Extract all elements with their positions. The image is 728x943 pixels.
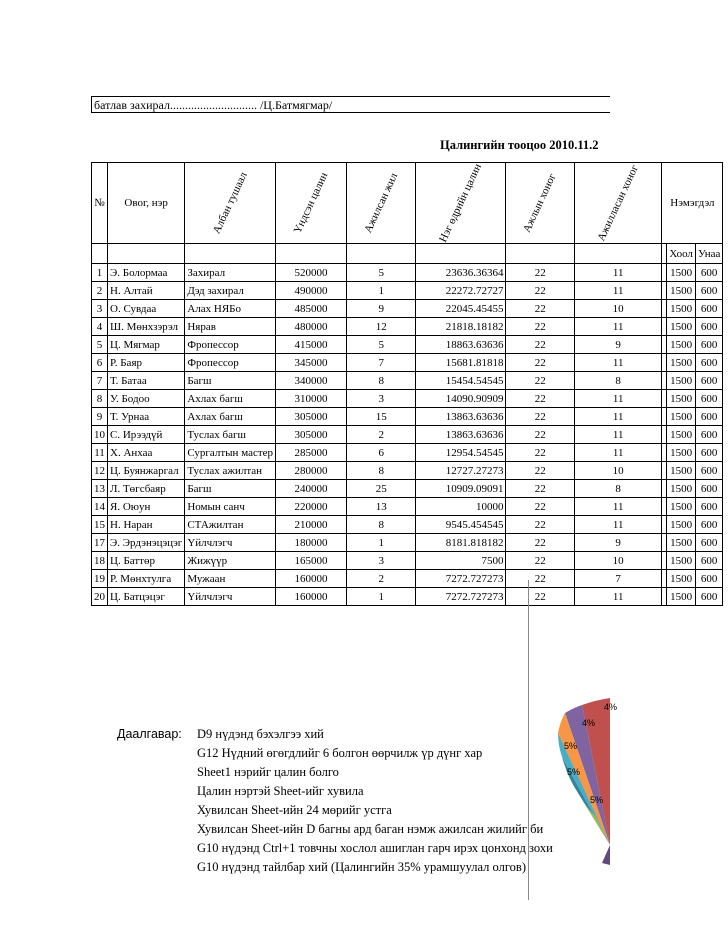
task-list [197,725,717,877]
cell-name[interactable]: Ц. Буянжаргал [108,462,185,480]
cell-position[interactable]: Багш [185,372,276,390]
cell-name[interactable]: Ц. Батцэцэг [108,588,185,606]
cell-years[interactable]: 2 [346,570,415,588]
cell-transport[interactable]: 600 [695,462,722,480]
cell-base[interactable]: 415000 [276,336,347,354]
cell-daily[interactable]: 22045.45455 [416,300,506,318]
tasks-label: Даалгавар: [117,727,182,741]
task-item: G10 нүдэнд тайлбар хий (Цалингийн 35% урамшуулал олгов) [197,860,526,874]
cell-worked[interactable]: 10 [575,462,662,480]
cell-no[interactable]: 13 [92,480,108,498]
cell-worked[interactable]: 11 [575,498,662,516]
table-row[interactable] [92,354,723,372]
cell-worked[interactable]: 11 [575,354,662,372]
cell-transport[interactable]: 600 [695,300,722,318]
sheet-title: Цалингийн тооцоо 2010.11.2 [440,138,599,152]
header-name[interactable]: Овог, нэр [108,163,185,244]
cell-worked[interactable]: 8 [575,480,662,498]
cell-work[interactable]: 22 [506,516,575,534]
cell-transport[interactable]: 600 [695,498,722,516]
cell-position[interactable]: СТАжилтан [185,516,276,534]
cell-base[interactable]: 240000 [276,480,347,498]
task-item: G12 Нүдний өгөгдлийг 6 болгон өөрчилж үр дүнг хар [197,746,483,760]
cell-daily[interactable]: 13863.63636 [416,408,506,426]
cell-no[interactable]: 18 [92,552,108,570]
cell-no[interactable]: 14 [92,498,108,516]
cell-base[interactable]: 480000 [276,318,347,336]
cell-food[interactable]: 1500 [667,318,696,336]
cell-food[interactable]: 1500 [667,462,696,480]
cell-years[interactable]: 7 [346,354,415,372]
cell-food[interactable]: 1500 [667,372,696,390]
cell-transport[interactable]: 600 [695,444,722,462]
cell-no[interactable]: 11 [92,444,108,462]
cell-no[interactable]: 4 [92,318,108,336]
header-subrow-cell [92,244,108,264]
task-item: Хувилсан Sheet-ийн 24 мөрийг устга [197,803,392,817]
cell-base[interactable]: 520000 [276,264,347,282]
table-row[interactable] [92,534,723,552]
cell-base[interactable]: 285000 [276,444,347,462]
cell-transport[interactable]: 600 [695,426,722,444]
cell-worked[interactable]: 11 [575,282,662,300]
cell-base[interactable]: 210000 [276,516,347,534]
cell-name[interactable]: Ш. Мөнхзэрэл [108,318,185,336]
cell-transport[interactable]: 600 [695,480,722,498]
cell-years[interactable]: 25 [346,480,415,498]
cell-transport[interactable]: 600 [695,570,722,588]
table-row[interactable] [92,462,723,480]
header-subrow-cell [276,244,347,264]
cell-daily[interactable]: 18863.63636 [416,336,506,354]
header-position[interactable] [185,163,276,244]
header-transport[interactable]: Унаа [695,244,722,264]
cell-food[interactable]: 1500 [667,552,696,570]
cell-work[interactable]: 22 [506,336,575,354]
cell-work[interactable]: 22 [506,480,575,498]
cell-daily[interactable]: 10909.09091 [416,480,506,498]
cell-work[interactable]: 22 [506,264,575,282]
header-work-days[interactable] [506,163,575,244]
table-row[interactable] [92,318,723,336]
cell-transport[interactable]: 600 [695,336,722,354]
cell-name[interactable]: Э. Болормаа [108,264,185,282]
cell-transport[interactable]: 600 [695,534,722,552]
cell-position[interactable]: Туслах багш [185,426,276,444]
cell-name[interactable]: Х. Анхаа [108,444,185,462]
cell-no[interactable]: 8 [92,390,108,408]
task-item: Хувилсан Sheet-ийн D багны ард баган нэмж ажилсан жилийг би [197,822,544,836]
cell-daily[interactable]: 23636.36364 [416,264,506,282]
header-daily-salary[interactable] [416,163,506,244]
cell-years[interactable]: 3 [346,390,415,408]
cell-position[interactable]: Фропессор [185,336,276,354]
cell-position[interactable]: Нярав [185,318,276,336]
cell-daily[interactable]: 7272.727273 [416,588,506,606]
cell-worked[interactable]: 11 [575,426,662,444]
cell-work[interactable]: 22 [506,462,575,480]
cell-food[interactable]: 1500 [667,336,696,354]
header-subrow-cell [185,244,276,264]
cell-no[interactable]: 1 [92,264,108,282]
cell-work[interactable]: 22 [506,318,575,336]
cell-years[interactable]: 8 [346,462,415,480]
table-body [92,264,723,606]
cell-daily[interactable]: 8181.818182 [416,534,506,552]
table-row[interactable] [92,390,723,408]
task-item: D9 нүдэнд бэхэлгээ хий [197,727,324,741]
cell-food[interactable]: 1500 [667,534,696,552]
cell-years[interactable]: 1 [346,588,415,606]
cell-no[interactable]: 7 [92,372,108,390]
cell-name[interactable]: Л. Төгсбаяр [108,480,185,498]
cell-transport[interactable]: 600 [695,390,722,408]
cell-food[interactable]: 1500 [667,282,696,300]
header-subrow-cell [108,244,185,264]
cell-daily[interactable]: 15454.54545 [416,372,506,390]
header-no[interactable]: № [92,163,108,244]
cell-years[interactable]: 1 [346,282,415,300]
cell-base[interactable]: 305000 [276,408,347,426]
table-row[interactable] [92,408,723,426]
cell-base[interactable]: 160000 [276,588,347,606]
cell-position[interactable]: Жижүүр [185,552,276,570]
cell-food[interactable]: 1500 [667,264,696,282]
pie-label-4: 5% [567,767,581,777]
header-food[interactable]: Хоол [667,244,696,264]
cell-no[interactable]: 12 [92,462,108,480]
header-work-days-label: Ажлын хоног [521,171,560,235]
cell-transport[interactable]: 600 [695,588,722,606]
task-item: G10 нүдэнд Ctrl+1 товчны хослол ашиглан гарч ирэх цонхонд зохи [197,841,553,855]
cell-work[interactable]: 22 [506,390,575,408]
cell-work[interactable]: 22 [506,444,575,462]
cell-position[interactable]: Үйлчлэгч [185,588,276,606]
cell-worked[interactable]: 11 [575,516,662,534]
cell-position[interactable]: Багш [185,480,276,498]
cell-years[interactable]: 5 [346,264,415,282]
cell-name[interactable]: Н. Алтай [108,282,185,300]
cell-base[interactable]: 345000 [276,354,347,372]
table-row[interactable] [92,516,723,534]
cell-daily[interactable]: 7272.727273 [416,570,506,588]
cell-work[interactable]: 22 [506,498,575,516]
cell-food[interactable]: 1500 [667,426,696,444]
cell-name[interactable]: Н. Наран [108,516,185,534]
cell-worked[interactable]: 8 [575,372,662,390]
cell-no[interactable]: 9 [92,408,108,426]
cell-work[interactable]: 22 [506,588,575,606]
cell-work[interactable]: 22 [506,408,575,426]
cell-years[interactable]: 12 [346,318,415,336]
cell-worked[interactable]: 11 [575,444,662,462]
table-row[interactable] [92,552,723,570]
header-worked-days[interactable] [575,163,662,244]
header-base-salary-label: Үндсэн цалин [291,170,331,236]
cell-daily[interactable]: 12727.27273 [416,462,506,480]
cell-years[interactable]: 2 [346,426,415,444]
cell-years[interactable]: 9 [346,300,415,318]
cell-position[interactable]: Номын санч [185,498,276,516]
cell-work[interactable]: 22 [506,372,575,390]
cell-food[interactable]: 1500 [667,390,696,408]
cell-base[interactable]: 160000 [276,570,347,588]
cell-position[interactable]: Үйлчлэгч [185,534,276,552]
cell-daily[interactable]: 12954.54545 [416,444,506,462]
cell-name[interactable]: О. Сувдаа [108,300,185,318]
approval-line: батлав захирал............................. /Ц.Батмягмар/ [91,96,610,113]
cell-position[interactable]: Ахлах багш [185,390,276,408]
cell-food[interactable]: 1500 [667,498,696,516]
pie-label-2: 4% [582,718,596,728]
pie-label-1: 4% [604,702,618,712]
cell-no[interactable]: 15 [92,516,108,534]
header-worked-days-label: Ажилласан хоног [595,163,642,243]
header-years-label: Ажилсан жил [362,171,401,235]
cell-worked[interactable]: 11 [575,390,662,408]
cell-food[interactable]: 1500 [667,570,696,588]
table-row[interactable] [92,264,723,282]
cell-transport[interactable]: 600 [695,552,722,570]
cell-no[interactable]: 2 [92,282,108,300]
cell-years[interactable]: 3 [346,552,415,570]
cell-worked[interactable]: 10 [575,300,662,318]
cell-position[interactable]: Захирал [185,264,276,282]
table-row[interactable] [92,282,723,300]
cell-no[interactable]: 17 [92,534,108,552]
cell-food[interactable]: 1500 [667,300,696,318]
cell-worked[interactable]: 9 [575,534,662,552]
pie-label-5: 5% [590,795,604,805]
cell-transport[interactable]: 600 [695,264,722,282]
cell-daily[interactable]: 22272.72727 [416,282,506,300]
cell-transport[interactable]: 600 [695,354,722,372]
salary-table-region [91,161,721,603]
cell-no[interactable]: 10 [92,426,108,444]
cell-work[interactable]: 22 [506,534,575,552]
cell-years[interactable]: 8 [346,372,415,390]
cell-work[interactable]: 22 [506,570,575,588]
cell-name[interactable]: Э. Эрдэнэцэцэг [108,534,185,552]
table-row[interactable] [92,336,723,354]
header-daily-salary-label: Нэг өдрийн цалин [437,161,485,245]
cell-no[interactable]: 19 [92,570,108,588]
cell-worked[interactable]: 7 [575,570,662,588]
cell-years[interactable]: 1 [346,534,415,552]
cell-transport[interactable]: 600 [695,408,722,426]
header-subrow-cell [346,244,415,264]
cell-name[interactable]: Ц. Баттөр [108,552,185,570]
table-row[interactable] [92,372,723,390]
cell-daily[interactable]: 14090.90909 [416,390,506,408]
cell-work[interactable]: 22 [506,282,575,300]
table-row[interactable] [92,300,723,318]
cell-daily[interactable]: 13863.63636 [416,426,506,444]
table-row[interactable] [92,444,723,462]
cell-name[interactable]: Я. Оюун [108,498,185,516]
cell-worked[interactable]: 11 [575,408,662,426]
cell-base[interactable]: 180000 [276,534,347,552]
cell-years[interactable]: 15 [346,408,415,426]
header-extra[interactable]: Нэмэгдэл [662,163,723,244]
table-row[interactable] [92,498,723,516]
cell-food[interactable]: 1500 [667,444,696,462]
cell-years[interactable]: 13 [346,498,415,516]
cell-no[interactable]: 3 [92,300,108,318]
cell-transport[interactable]: 600 [695,318,722,336]
cell-daily[interactable]: 21818.18182 [416,318,506,336]
header-subrow-cell [506,244,575,264]
cell-base[interactable]: 340000 [276,372,347,390]
cell-worked[interactable]: 9 [575,336,662,354]
cell-food[interactable]: 1500 [667,516,696,534]
pie-label-3: 5% [564,741,578,751]
cell-name[interactable]: Р. Мөнхтулга [108,570,185,588]
cell-transport[interactable]: 600 [695,516,722,534]
header-years[interactable] [346,163,415,244]
cell-position[interactable]: Алах НЯБо [185,300,276,318]
cell-position[interactable]: Сургалтын мастер [185,444,276,462]
table-row[interactable] [92,588,723,606]
cell-worked[interactable]: 11 [575,588,662,606]
header-subrow-cell [416,244,506,264]
cell-years[interactable]: 6 [346,444,415,462]
cell-transport[interactable]: 600 [695,372,722,390]
cell-worked[interactable]: 11 [575,264,662,282]
cell-food[interactable]: 1500 [667,354,696,372]
cell-name[interactable]: Ц. Мягмар [108,336,185,354]
cell-base[interactable]: 310000 [276,390,347,408]
cell-name[interactable]: Т. Урнаа [108,408,185,426]
cell-work[interactable]: 22 [506,300,575,318]
task-item: Sheet1 нэрийг цалин болго [197,765,339,779]
cell-base[interactable]: 490000 [276,282,347,300]
cell-base[interactable]: 280000 [276,462,347,480]
table-row[interactable] [92,480,723,498]
cell-years[interactable]: 8 [346,516,415,534]
cell-name[interactable]: Т. Батаа [108,372,185,390]
cell-base[interactable]: 220000 [276,498,347,516]
cell-position[interactable]: Фропессор [185,354,276,372]
cell-work[interactable]: 22 [506,354,575,372]
cell-position[interactable]: Дэд захирал [185,282,276,300]
cell-worked[interactable]: 11 [575,318,662,336]
salary-table [91,162,723,606]
cell-food[interactable]: 1500 [667,588,696,606]
cell-food[interactable]: 1500 [667,480,696,498]
cell-years[interactable]: 5 [346,336,415,354]
cell-base[interactable]: 165000 [276,552,347,570]
cell-position[interactable]: Ахлах багш [185,408,276,426]
cell-base[interactable]: 485000 [276,300,347,318]
cell-daily[interactable]: 9545.454545 [416,516,506,534]
cell-transport[interactable]: 600 [695,282,722,300]
cell-work[interactable]: 22 [506,552,575,570]
cell-daily[interactable]: 10000 [416,498,506,516]
cell-name[interactable]: Р. Баяр [108,354,185,372]
cell-position[interactable]: Туслах ажилтан [185,462,276,480]
cell-no[interactable]: 5 [92,336,108,354]
task-item: Цалин нэртэй Sheet-ийг хувила [197,784,364,798]
header-position-label: Албан тушаал [210,170,250,236]
table-row[interactable] [92,570,723,588]
cell-no[interactable]: 20 [92,588,108,606]
cell-base[interactable]: 305000 [276,426,347,444]
cell-position[interactable]: Мужаан [185,570,276,588]
cell-daily[interactable]: 7500 [416,552,506,570]
cell-name[interactable]: У. Бодоо [108,390,185,408]
cell-name[interactable]: С. Ирээдүй [108,426,185,444]
cell-no[interactable]: 6 [92,354,108,372]
cell-food[interactable]: 1500 [667,408,696,426]
cell-worked[interactable]: 10 [575,552,662,570]
table-row[interactable] [92,426,723,444]
cell-daily[interactable]: 15681.81818 [416,354,506,372]
header-subrow-cell [575,244,662,264]
header-base-salary[interactable] [276,163,347,244]
cell-work[interactable]: 22 [506,426,575,444]
